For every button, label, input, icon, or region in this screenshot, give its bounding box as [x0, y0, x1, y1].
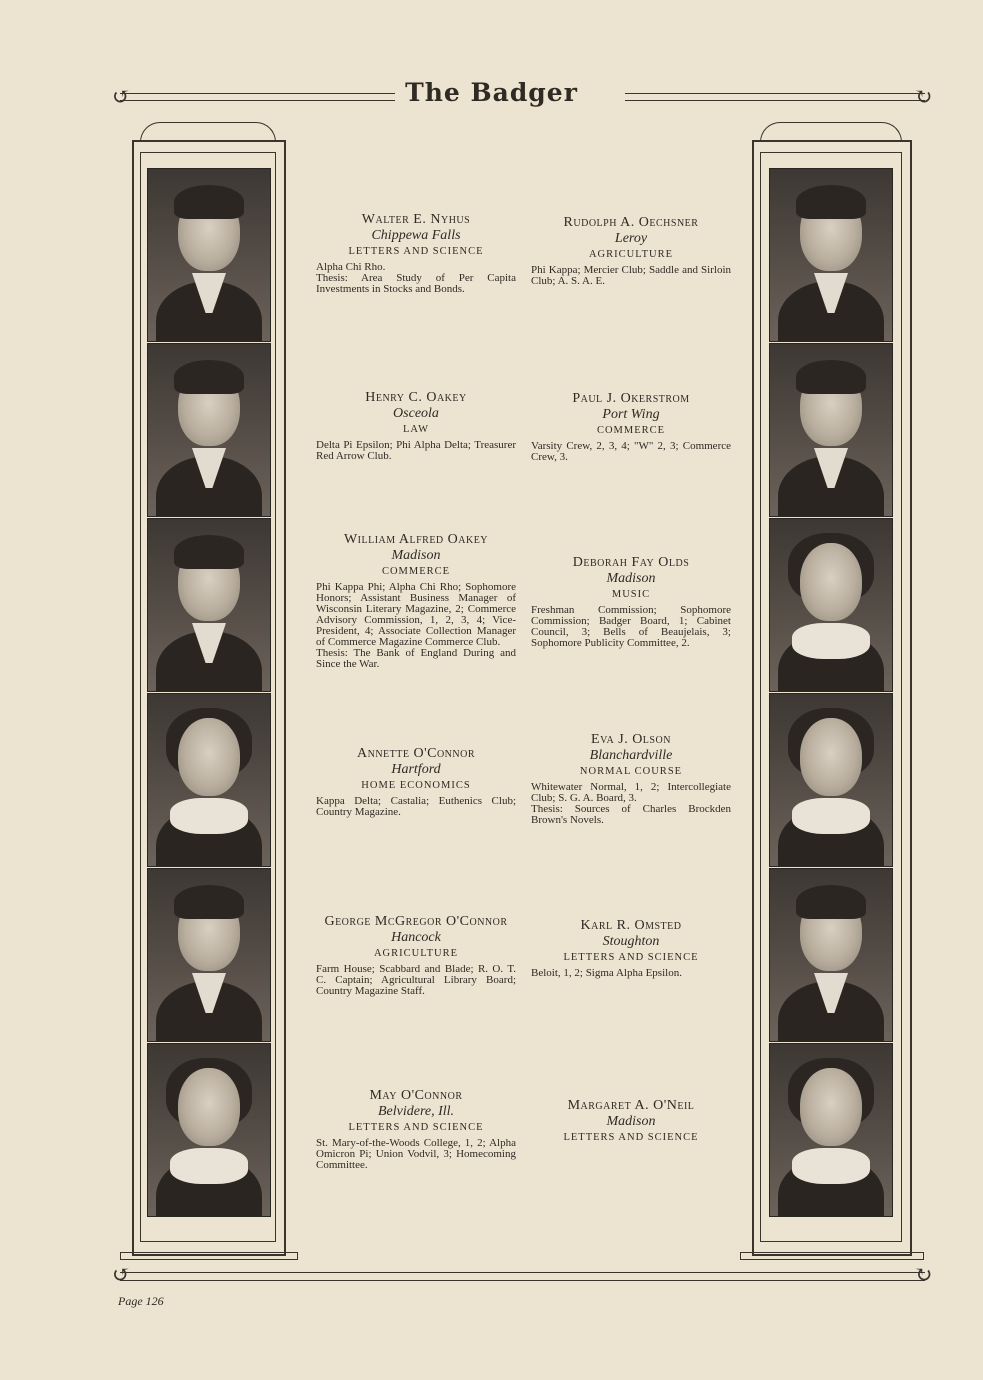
student-details: Phi Kappa Phi; Alpha Chi Rho; Sophomore Honors; Assistant Business Manager of Wisconsin Literary Magazine, 2; Commerce Advisory Commission, 1, 2, 3, 4; Vice-President, 4; Associate Collection Manager of Commerce Magazine Commerce Club. Thesis: The Bank of England During and Since the War.	[316, 581, 516, 670]
student-college: COMMERCE	[381, 566, 451, 577]
entry-paul-okerstrom	[531, 391, 731, 463]
student-college: MUSIC	[611, 589, 651, 600]
portrait-william-oakey	[147, 518, 271, 692]
student-name: William Alfred Oakey	[343, 532, 489, 547]
header-curl-left-icon: ↺	[112, 84, 131, 109]
header-curl-right-icon: ↻	[914, 84, 933, 109]
footer-rule-bottom	[120, 1280, 925, 1281]
portrait-paul-okerstrom	[769, 343, 893, 517]
entry-william-oakey	[316, 532, 516, 670]
student-name: Walter E. Nyhus	[361, 212, 471, 227]
student-details: Whitewater Normal, 1, 2; Intercollegiate Club; S. G. A. Board, 3. Thesis: Sources of Charles Brockden Brown's Novels.	[531, 781, 731, 826]
left-pillar-base	[120, 1252, 298, 1260]
student-name: Deborah Fay Olds	[572, 555, 690, 570]
student-hometown: Osceola	[393, 406, 439, 421]
student-hometown: Port Wing	[602, 407, 660, 422]
student-hometown: Stoughton	[602, 934, 660, 949]
student-details: Phi Kappa; Mercier Club; Saddle and Sirloin Club; A. S. A. E.	[531, 264, 731, 287]
student-hometown: Madison	[391, 548, 441, 563]
student-name: Annette O'Connor	[356, 746, 475, 761]
portrait-rudolph-oechsner	[769, 168, 893, 342]
student-details: Delta Pi Epsilon; Phi Alpha Delta; Treasurer Red Arrow Club.	[316, 439, 516, 462]
student-hometown: Chippewa Falls	[371, 228, 461, 243]
student-details: St. Mary-of-the-Woods College, 1, 2; Alpha Omicron Pi; Union Vodvil, 3; Homecoming Committee.	[316, 1137, 516, 1171]
student-details: Beloit, 1, 2; Sigma Alpha Epsilon.	[531, 967, 682, 979]
page-title: The Badger	[0, 78, 983, 107]
student-college: LETTERS AND SCIENCE	[348, 246, 484, 257]
student-name: Eva J. Olson	[591, 732, 671, 747]
student-hometown: Hartford	[391, 762, 441, 777]
student-hometown: Leroy	[614, 231, 648, 246]
portrait-walter-nyhus	[147, 168, 271, 342]
entry-george-oconnor	[316, 914, 516, 997]
student-name: Henry C. Oakey	[365, 390, 467, 405]
left-pillar-cap	[140, 122, 276, 142]
student-name: Margaret A. O'Neil	[567, 1098, 695, 1113]
student-hometown: Hancock	[391, 930, 441, 945]
portrait-margaret-oneil	[769, 1043, 893, 1217]
student-college: LAW	[402, 424, 430, 435]
footer-curl-left-icon: ↺	[112, 1262, 131, 1287]
footer-curl-right-icon: ↻	[914, 1262, 933, 1287]
entry-eva-olson	[531, 732, 731, 826]
portrait-karl-omsted	[769, 868, 893, 1042]
student-hometown: Madison	[606, 1114, 656, 1129]
student-name: Karl R. Omsted	[580, 918, 682, 933]
entry-annette-oconnor	[316, 746, 516, 818]
student-college: LETTERS AND SCIENCE	[563, 1132, 699, 1143]
portrait-eva-olson	[769, 693, 893, 867]
right-pillar-cap	[760, 122, 902, 142]
footer-rule-top	[120, 1272, 925, 1273]
entry-rudolph-oechsner	[531, 215, 731, 287]
student-college: HOME ECONOMICS	[361, 780, 471, 791]
entry-margaret-oneil	[531, 1098, 731, 1148]
student-name: Rudolph A. Oechsner	[563, 215, 699, 230]
student-name: George McGregor O'Connor	[324, 914, 508, 929]
right-pillar-base	[740, 1252, 924, 1260]
student-college: AGRICULTURE	[588, 249, 674, 260]
student-details: Farm House; Scabbard and Blade; R. O. T. C. Captain; Agricultural Library Board; Country Magazine Staff.	[316, 963, 516, 997]
portrait-deborah-olds	[769, 518, 893, 692]
portrait-may-oconnor	[147, 1043, 271, 1217]
portrait-henry-oakey	[147, 343, 271, 517]
student-hometown: Blanchardville	[589, 748, 673, 763]
entry-deborah-olds	[531, 555, 731, 649]
student-name: Paul J. Okerstrom	[572, 391, 690, 406]
entry-walter-nyhus	[316, 212, 516, 295]
student-college: LETTERS AND SCIENCE	[348, 1122, 484, 1133]
student-details: Alpha Chi Rho. Thesis: Area Study of Per Capita Investments in Stocks and Bonds.	[316, 261, 516, 295]
student-details: Freshman Commission; Sophomore Commission; Badger Board, 1; Cabinet Council, 3; Bells of Beaujelais, 3; Sophomore Publicity Committee, 2.	[531, 604, 731, 649]
student-college: NORMAL COURSE	[579, 766, 683, 777]
portrait-george-oconnor	[147, 868, 271, 1042]
page-number: Page 126	[118, 1294, 164, 1308]
student-details: Varsity Crew, 2, 3, 4; "W" 2, 3; Commerce Crew, 3.	[531, 440, 731, 463]
student-college: AGRICULTURE	[373, 948, 459, 959]
portrait-annette-oconnor	[147, 693, 271, 867]
student-details: Kappa Delta; Castalia; Euthenics Club; Country Magazine.	[316, 795, 516, 818]
entry-henry-oakey	[316, 390, 516, 462]
student-name: May O'Connor	[369, 1088, 463, 1103]
student-college: COMMERCE	[596, 425, 666, 436]
student-hometown: Belvidere, Ill.	[377, 1104, 455, 1119]
student-hometown: Madison	[606, 571, 656, 586]
student-college: LETTERS AND SCIENCE	[563, 952, 699, 963]
entry-karl-omsted	[531, 918, 731, 979]
entry-may-oconnor	[316, 1088, 516, 1171]
